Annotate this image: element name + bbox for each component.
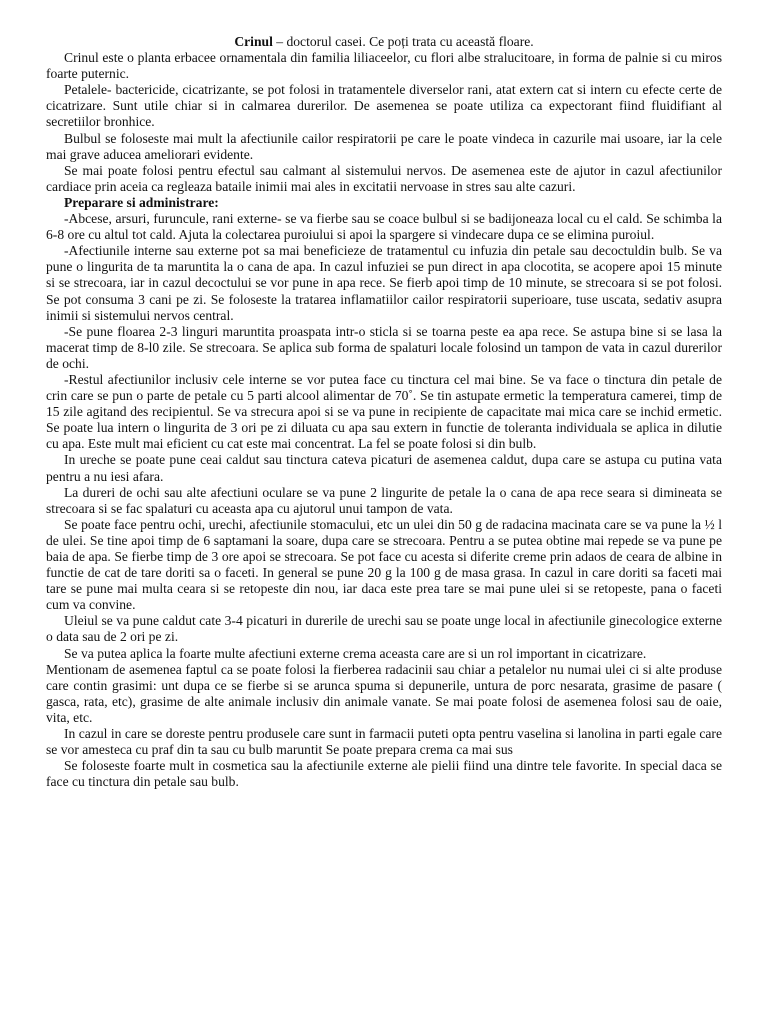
paragraph: Se poate face pentru ochi, urechi, afectiunile stomacului, etc un ulei din 50 g de radacina macinata care se va pune la ½ l de ulei. Se tine apoi timp de 6 saptamani la soare, dupa care se strecoara. Pentru a se putea obtine mai repede se va pune pe baia de apa. Se fierbe timp de 3 ore apoi se strecoara. Se pot face cu acesta si diferite creme prin adaos de ceara de albine in functie de cat de tare doriti sa o faceti. In general se pune 20 g la 100 g de masa grasa. In cazul in care doriti sa faceti mai tare se pune mai multa ceara si se retopeste din nou, iar daca este prea tare se mai pune ulei si se retopeste, pana o faceti cum va convine. [46,516,722,613]
paragraph: Se va putea aplica la foarte multe afectiuni externe crema aceasta care are si un rol important in cicatrizare. [64,645,647,661]
document-page [46,34,722,790]
paragraph: In cazul in care se doreste pentru produsele care sunt in farmacii puteti opta pentru vaselina si lanolina in parti egale care se vor amesteca cu praf din ta sau cu bulb maruntit Se poate prepara crema ca mai sus [46,726,722,758]
title-bold: Crinul [234,34,273,49]
paragraph: Se mai poate folosi pentru efectul sau calmant al sistemului nervos. De asemenea este de ajutor in cazul afectiunilor cardiace prin aceia ca regleaza bataile inimii mai ales in excitatii nervoase in stres sau alte cazuri. [46,162,722,194]
paragraph: -Afectiunile interne sau externe pot sa mai beneficieze de tratamentul cu infuzia din petale sau decoctuldin bulb. Se va pune o lingurita de ta maruntita la o cana de apa. In cazul infuziei se pun direct in apa clocotita, se acopere apoi 15 minute si se strecoara, iar in cazul decoctului se vor pune in apa rece. Se fierb apoi timp de 10 minute, se strecoara si se pot folosi. Se pot consuma 3 cani pe zi. Se foloseste la tratarea inflamatiilor cailor respiratorii superioare, tuse uscata, sedativ asupra inimii si sistemului nervos central. [46,243,722,323]
paragraph: -Se pune floarea 2-3 linguri maruntita proaspata intr-o sticla si se toarna peste ea apa rece. Se astupa bine si se lasa la macerat timp de 8-l0 zile. Se strecoara. Se aplica sub forma de spalaturi locale folosind un tampon de vata in cazul durerilor de ochi. [46,323,722,371]
section-heading: Preparare si administrare: [64,194,219,210]
paragraph: Crinul este o planta erbacee ornamentala din familia liliaceelor, cu flori albe stralucitoare, in forma de palnie si cu miros foarte puternic. [46,50,722,82]
paragraph: -Restul afectiunilor inclusiv cele interne se vor putea face cu tinctura cel mai bine. Se va face o tinctura din petale de crin care se pun o parte de petale cu 5 parti alcool alimentar de 70˚. Se tin astupate ermetic la temperatura camerei, timp de 15 zile agitand des recipientul. Se va strecura apoi si se va pune in recipiente de capacitate mai mica care se inchid ermetic. Se poate lua intern o lingurita de 3 ori pe zi diluata cu apa sau extern in functie de toleranta individuala se aplica in dilutie cu apa. Este mult mai eficient cu cat este mai concentrat. La fel se poate folosi si din bulb. [46,371,722,452]
paragraph: -Abcese, arsuri, furuncule, rani externe- se va fierbe sau se coace bulbul si se badijoneaza local cu el cald. Se schimba la 6-8 ore cu altul tot cald. Ajuta la colectarea puroiului si apoi la spargere si vindecare dupa ce se elimina puroiul. [46,211,722,243]
document-title [46,34,722,50]
paragraph-unindented: Mentionam de asemenea faptul ca se poate folosi la fierberea radacinii sau chiar a petalelor nu numai ulei ci si alte produse care contin grasimi: unt dupa ce se fierbe si se arunca spuma si depunerile, untura de porc nesarata, grasime de pasare ( gasca, rata, etc), grasime de alte animale inclusiv din animale vanate. Se mai poate folosi de asemenea folosi sau de oaie, vita, etc. [46,661,722,725]
paragraph: In ureche se poate pune ceai caldut sau tinctura cateva picaturi de asemenea caldut, dupa care se astupa cu putina vata pentru a nu iesi afara. [46,452,722,484]
paragraph: Bulbul se foloseste mai mult la afectiunile cailor respiratorii pe care le poate vindeca in cazurile mai usoare, iar la cele mai grave aducea ameliorari evidente. [46,130,722,162]
paragraph: Petalele- bactericide, cicatrizante, se pot folosi in tratamentele diverselor rani, atat extern cat si intern cu efecte certe de cicatrizare. Sunt utile chiar si in calmarea durerilor. De asemenea se poate utiliza ca expectorant fiind fluidifiant al secretiilor bronhice. [46,82,722,130]
paragraph: La dureri de ochi sau alte afectiuni oculare se va pune 2 lingurite de petale la o cana de apa rece seara si dimineata se strecoara si se fac spalaturi cu aceasta apa cu ajutorul unui tampon de vata. [46,484,722,516]
title-rest: – doctorul casei. Ce poți trata cu această floare. [272,34,534,49]
paragraph: Uleiul se va pune caldut cate 3-4 picaturi in durerile de urechi sau se poate unge local in afectiunile ginecologice externe o data sau de 2 ori pe zi. [46,613,722,645]
paragraph: Se foloseste foarte mult in cosmetica sau la afectiunile externe ale pielii fiind una dintre tele favorite. In special daca se face cu tinctura din petale sau bulb. [46,758,722,790]
